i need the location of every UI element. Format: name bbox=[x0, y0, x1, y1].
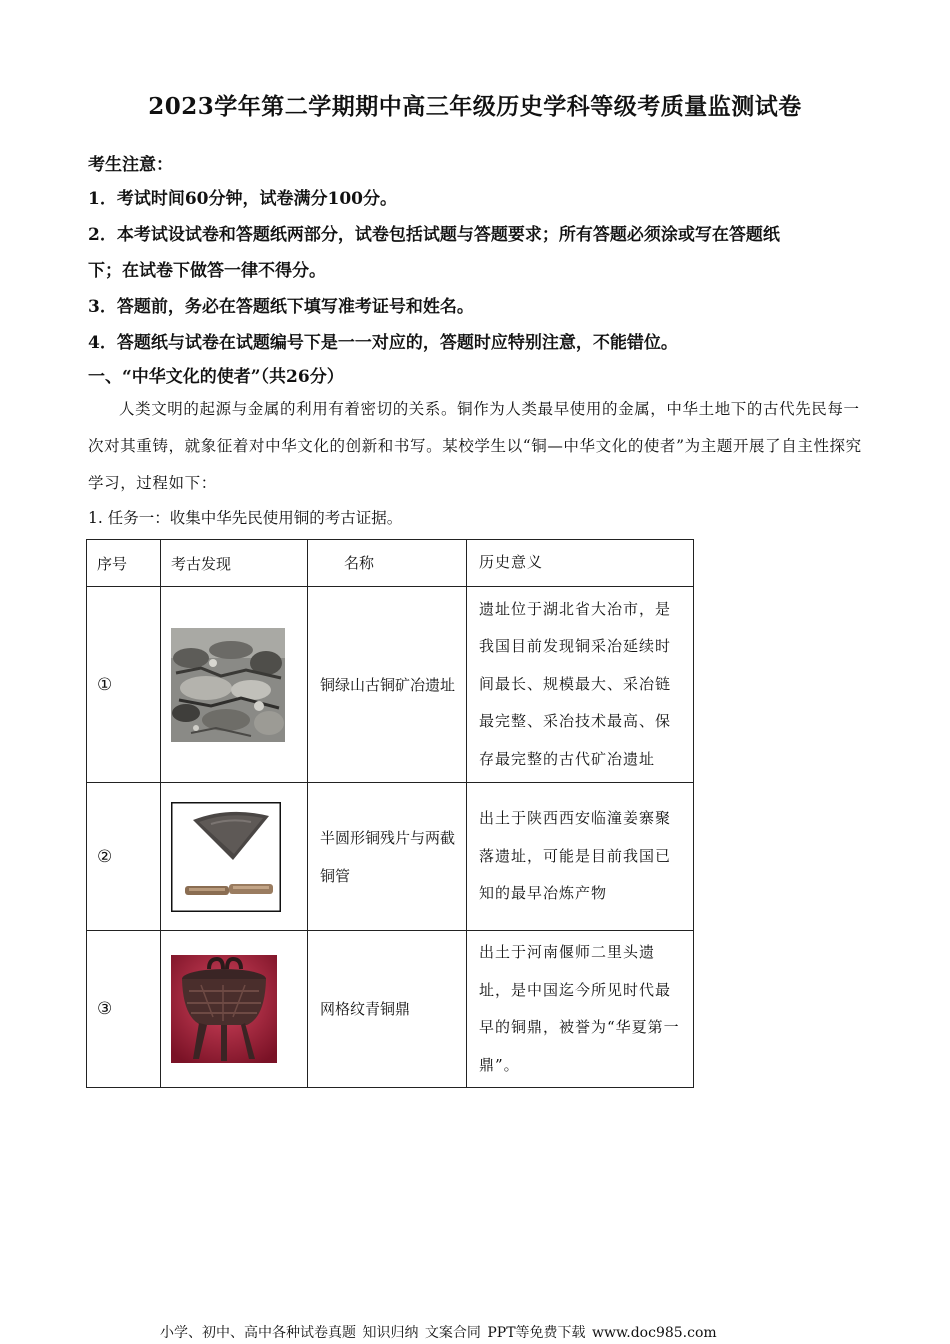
bronze-ding-photo bbox=[171, 955, 277, 1063]
header-significance: 历史意义 bbox=[467, 540, 694, 587]
header-discovery: 考古发现 bbox=[161, 540, 308, 587]
notice-item-1: 1．考试时间60分钟，试卷满分100分。 bbox=[88, 189, 397, 209]
table-header-row bbox=[87, 540, 694, 587]
notice-item-2-cont: 下；在试卷下做答一律不得分。 bbox=[88, 261, 326, 281]
notice-item-3: 3．答题前，务必在答题纸下填写准考证号和姓名。 bbox=[88, 297, 474, 317]
header-name: 名称 bbox=[308, 540, 467, 587]
copper-fragment-and-tubes-photo bbox=[171, 802, 281, 912]
task-one: 1. 任务一：收集中华先民使用铜的考古证据。 bbox=[88, 509, 403, 527]
row-number: ① bbox=[97, 674, 113, 695]
copper-mine-site-photo bbox=[171, 628, 285, 742]
footer-banner: 小学、初中、高中各种试卷真题 知识归纳 文案合同 PPT等免费下载 www.doc985.com bbox=[160, 1325, 717, 1341]
row-name: 半圆形铜残片与两截铜管 bbox=[308, 783, 467, 931]
archaeology-table bbox=[86, 539, 694, 1088]
row-significance: 遗址位于湖北省大冶市，是我国目前发现铜采冶延续时间最长、规模最大、采冶链最完整、采冶技术最高、保存最完整的古代矿冶遗址 bbox=[467, 587, 694, 783]
table-row bbox=[87, 931, 694, 1088]
table-row bbox=[87, 783, 694, 931]
table-row bbox=[87, 587, 694, 783]
section-heading: 一、“中华文化的使者”（共26分） bbox=[88, 367, 344, 387]
row-name: 铜绿山古铜矿冶遗址 bbox=[308, 587, 467, 783]
notice-item-2: 2．本考试设试卷和答题纸两部分，试卷包括试题与答题要求；所有答题必须涂或写在答题纸 bbox=[88, 225, 780, 245]
notice-heading: 考生注意： bbox=[88, 155, 173, 175]
row-significance: 出土于陕西西安临潼姜寨聚落遗址，可能是目前我国已知的最早冶炼产物 bbox=[467, 783, 694, 931]
row-name: 网格纹青铜鼎 bbox=[308, 931, 467, 1088]
header-no: 序号 bbox=[87, 540, 161, 587]
notice-item-4: 4．答题纸与试卷在试题编号下是一一对应的，答题时应特别注意，不能错位。 bbox=[88, 333, 678, 353]
section-intro: 人类文明的起源与金属的利用有着密切的关系。铜作为人类最早使用的金属，中华土地下的古代先民每一次对其重铸，就象征着对中华文化的创新和书写。某校学生以“铜—中华文化的使者”为主题开展了自主性探究学习，过程如下： bbox=[88, 400, 862, 492]
row-number: ② bbox=[97, 846, 113, 867]
page-title: 2023学年第二学期期中高三年级历史学科等级考质量监测试卷 bbox=[148, 93, 802, 120]
row-number: ③ bbox=[97, 999, 113, 1019]
row-significance: 出土于河南偃师二里头遗址，是中国迄今所见时代最早的铜鼎，被誉为“华夏第一鼎”。 bbox=[467, 931, 694, 1088]
